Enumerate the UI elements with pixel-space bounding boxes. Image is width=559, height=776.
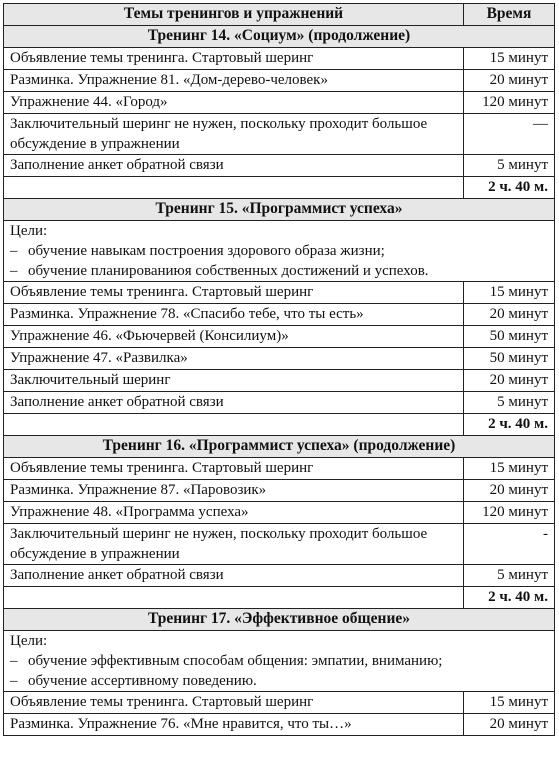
activity-cell: Заключительный шеринг — [4, 370, 464, 392]
table-row — [4, 304, 555, 326]
duration-cell: — — [464, 114, 555, 155]
table-row — [4, 70, 555, 92]
table-row — [4, 282, 555, 304]
activity-cell: Объявление темы тренинга. Стартовый шеринг — [4, 48, 464, 70]
goal-bullet: – — [10, 263, 18, 279]
goal-item — [10, 671, 548, 691]
training-title: Тренинг 14. «Социум» (продолжение) — [4, 26, 555, 48]
table-row — [4, 392, 555, 414]
duration-cell: 5 минут — [464, 392, 555, 414]
goal-text: обучение планированиюя собственных достижений и успехов. — [28, 263, 429, 279]
total-empty-cell — [4, 414, 464, 436]
total-empty-cell — [4, 587, 464, 609]
activity-cell: Заполнение анкет обратной связи — [4, 565, 464, 587]
goals-label: Цели: — [10, 633, 48, 649]
activity-cell: Разминка. Упражнение 76. «Мне нравится, что ты…» — [4, 714, 464, 736]
duration-cell: 15 минут — [464, 282, 555, 304]
training-title: Тренинг 16. «Программист успеха» (продолжение) — [4, 436, 555, 458]
training-title: Тренинг 17. «Эффективное общение» — [4, 609, 555, 631]
duration-cell: 120 минут — [464, 92, 555, 114]
table-row — [4, 92, 555, 114]
goal-item — [10, 261, 548, 281]
duration-cell: - — [464, 524, 555, 565]
table-row — [4, 458, 555, 480]
training-section-header — [4, 436, 555, 458]
duration-cell: 20 минут — [464, 480, 555, 502]
total-duration: 2 ч. 40 м. — [464, 177, 555, 199]
total-row — [4, 414, 555, 436]
training-goals — [4, 221, 555, 282]
training-title: Тренинг 15. «Программист успеха» — [4, 199, 555, 221]
table-row — [4, 502, 555, 524]
activity-cell: Упражнение 46. «Фьючервей (Консилиум)» — [4, 326, 464, 348]
duration-cell: 5 минут — [464, 565, 555, 587]
duration-cell: 15 минут — [464, 458, 555, 480]
column-header-topics: Темы тренингов и упражнений — [4, 4, 464, 26]
duration-cell: 20 минут — [464, 70, 555, 92]
activity-cell: Разминка. Упражнение 81. «Дом-дерево-человек» — [4, 70, 464, 92]
activity-cell: Заключительный шеринг не нужен, поскольку проходит большое обсуждение в упражнении — [4, 524, 464, 565]
training-schedule-table — [3, 3, 555, 736]
total-row — [4, 587, 555, 609]
activity-cell: Объявление темы тренинга. Стартовый шеринг — [4, 458, 464, 480]
activity-cell: Заключительный шеринг не нужен, поскольку проходит большое обсуждение в упражнении — [4, 114, 464, 155]
table-row — [4, 524, 555, 565]
goals-label: Цели: — [10, 223, 48, 239]
table-row — [4, 370, 555, 392]
duration-cell: 120 минут — [464, 502, 555, 524]
activity-cell: Разминка. Упражнение 78. «Спасибо тебе, что ты есть» — [4, 304, 464, 326]
training-goals-row — [4, 631, 555, 692]
total-duration: 2 ч. 40 м. — [464, 587, 555, 609]
goal-item — [10, 241, 548, 261]
table-row — [4, 348, 555, 370]
activity-cell: Объявление темы тренинга. Стартовый шеринг — [4, 282, 464, 304]
goal-item — [10, 651, 548, 671]
goal-bullet: – — [10, 673, 18, 689]
training-goals-row — [4, 221, 555, 282]
duration-cell: 15 минут — [464, 692, 555, 714]
training-section-header — [4, 26, 555, 48]
goal-bullet: – — [10, 243, 18, 259]
table-row — [4, 714, 555, 736]
table-row — [4, 326, 555, 348]
goal-text: обучение эффективным способам общения: эмпатии, вниманию; — [28, 653, 443, 669]
duration-cell: 15 минут — [464, 48, 555, 70]
activity-cell: Упражнение 44. «Город» — [4, 92, 464, 114]
table-row — [4, 48, 555, 70]
activity-cell: Заполнение анкет обратной связи — [4, 392, 464, 414]
table-header-row — [4, 4, 555, 26]
table-row — [4, 692, 555, 714]
goal-text: обучение ассертивному поведению. — [28, 673, 257, 689]
training-goals — [4, 631, 555, 692]
activity-cell: Упражнение 48. «Программа успеха» — [4, 502, 464, 524]
duration-cell: 20 минут — [464, 370, 555, 392]
goal-bullet: – — [10, 653, 18, 669]
table-row — [4, 565, 555, 587]
total-row — [4, 177, 555, 199]
goal-text: обучение навыкам построения здорового образа жизни; — [28, 243, 385, 259]
duration-cell: 5 минут — [464, 155, 555, 177]
training-section-header — [4, 199, 555, 221]
total-empty-cell — [4, 177, 464, 199]
activity-cell: Разминка. Упражнение 87. «Паровозик» — [4, 480, 464, 502]
activity-cell: Заполнение анкет обратной связи — [4, 155, 464, 177]
table-row — [4, 155, 555, 177]
total-duration: 2 ч. 40 м. — [464, 414, 555, 436]
column-header-time: Время — [464, 4, 555, 26]
table-row — [4, 114, 555, 155]
table-row — [4, 480, 555, 502]
activity-cell: Объявление темы тренинга. Стартовый шеринг — [4, 692, 464, 714]
activity-cell: Упражнение 47. «Развилка» — [4, 348, 464, 370]
training-section-header — [4, 609, 555, 631]
duration-cell: 50 минут — [464, 348, 555, 370]
duration-cell: 50 минут — [464, 326, 555, 348]
duration-cell: 20 минут — [464, 714, 555, 736]
duration-cell: 20 минут — [464, 304, 555, 326]
